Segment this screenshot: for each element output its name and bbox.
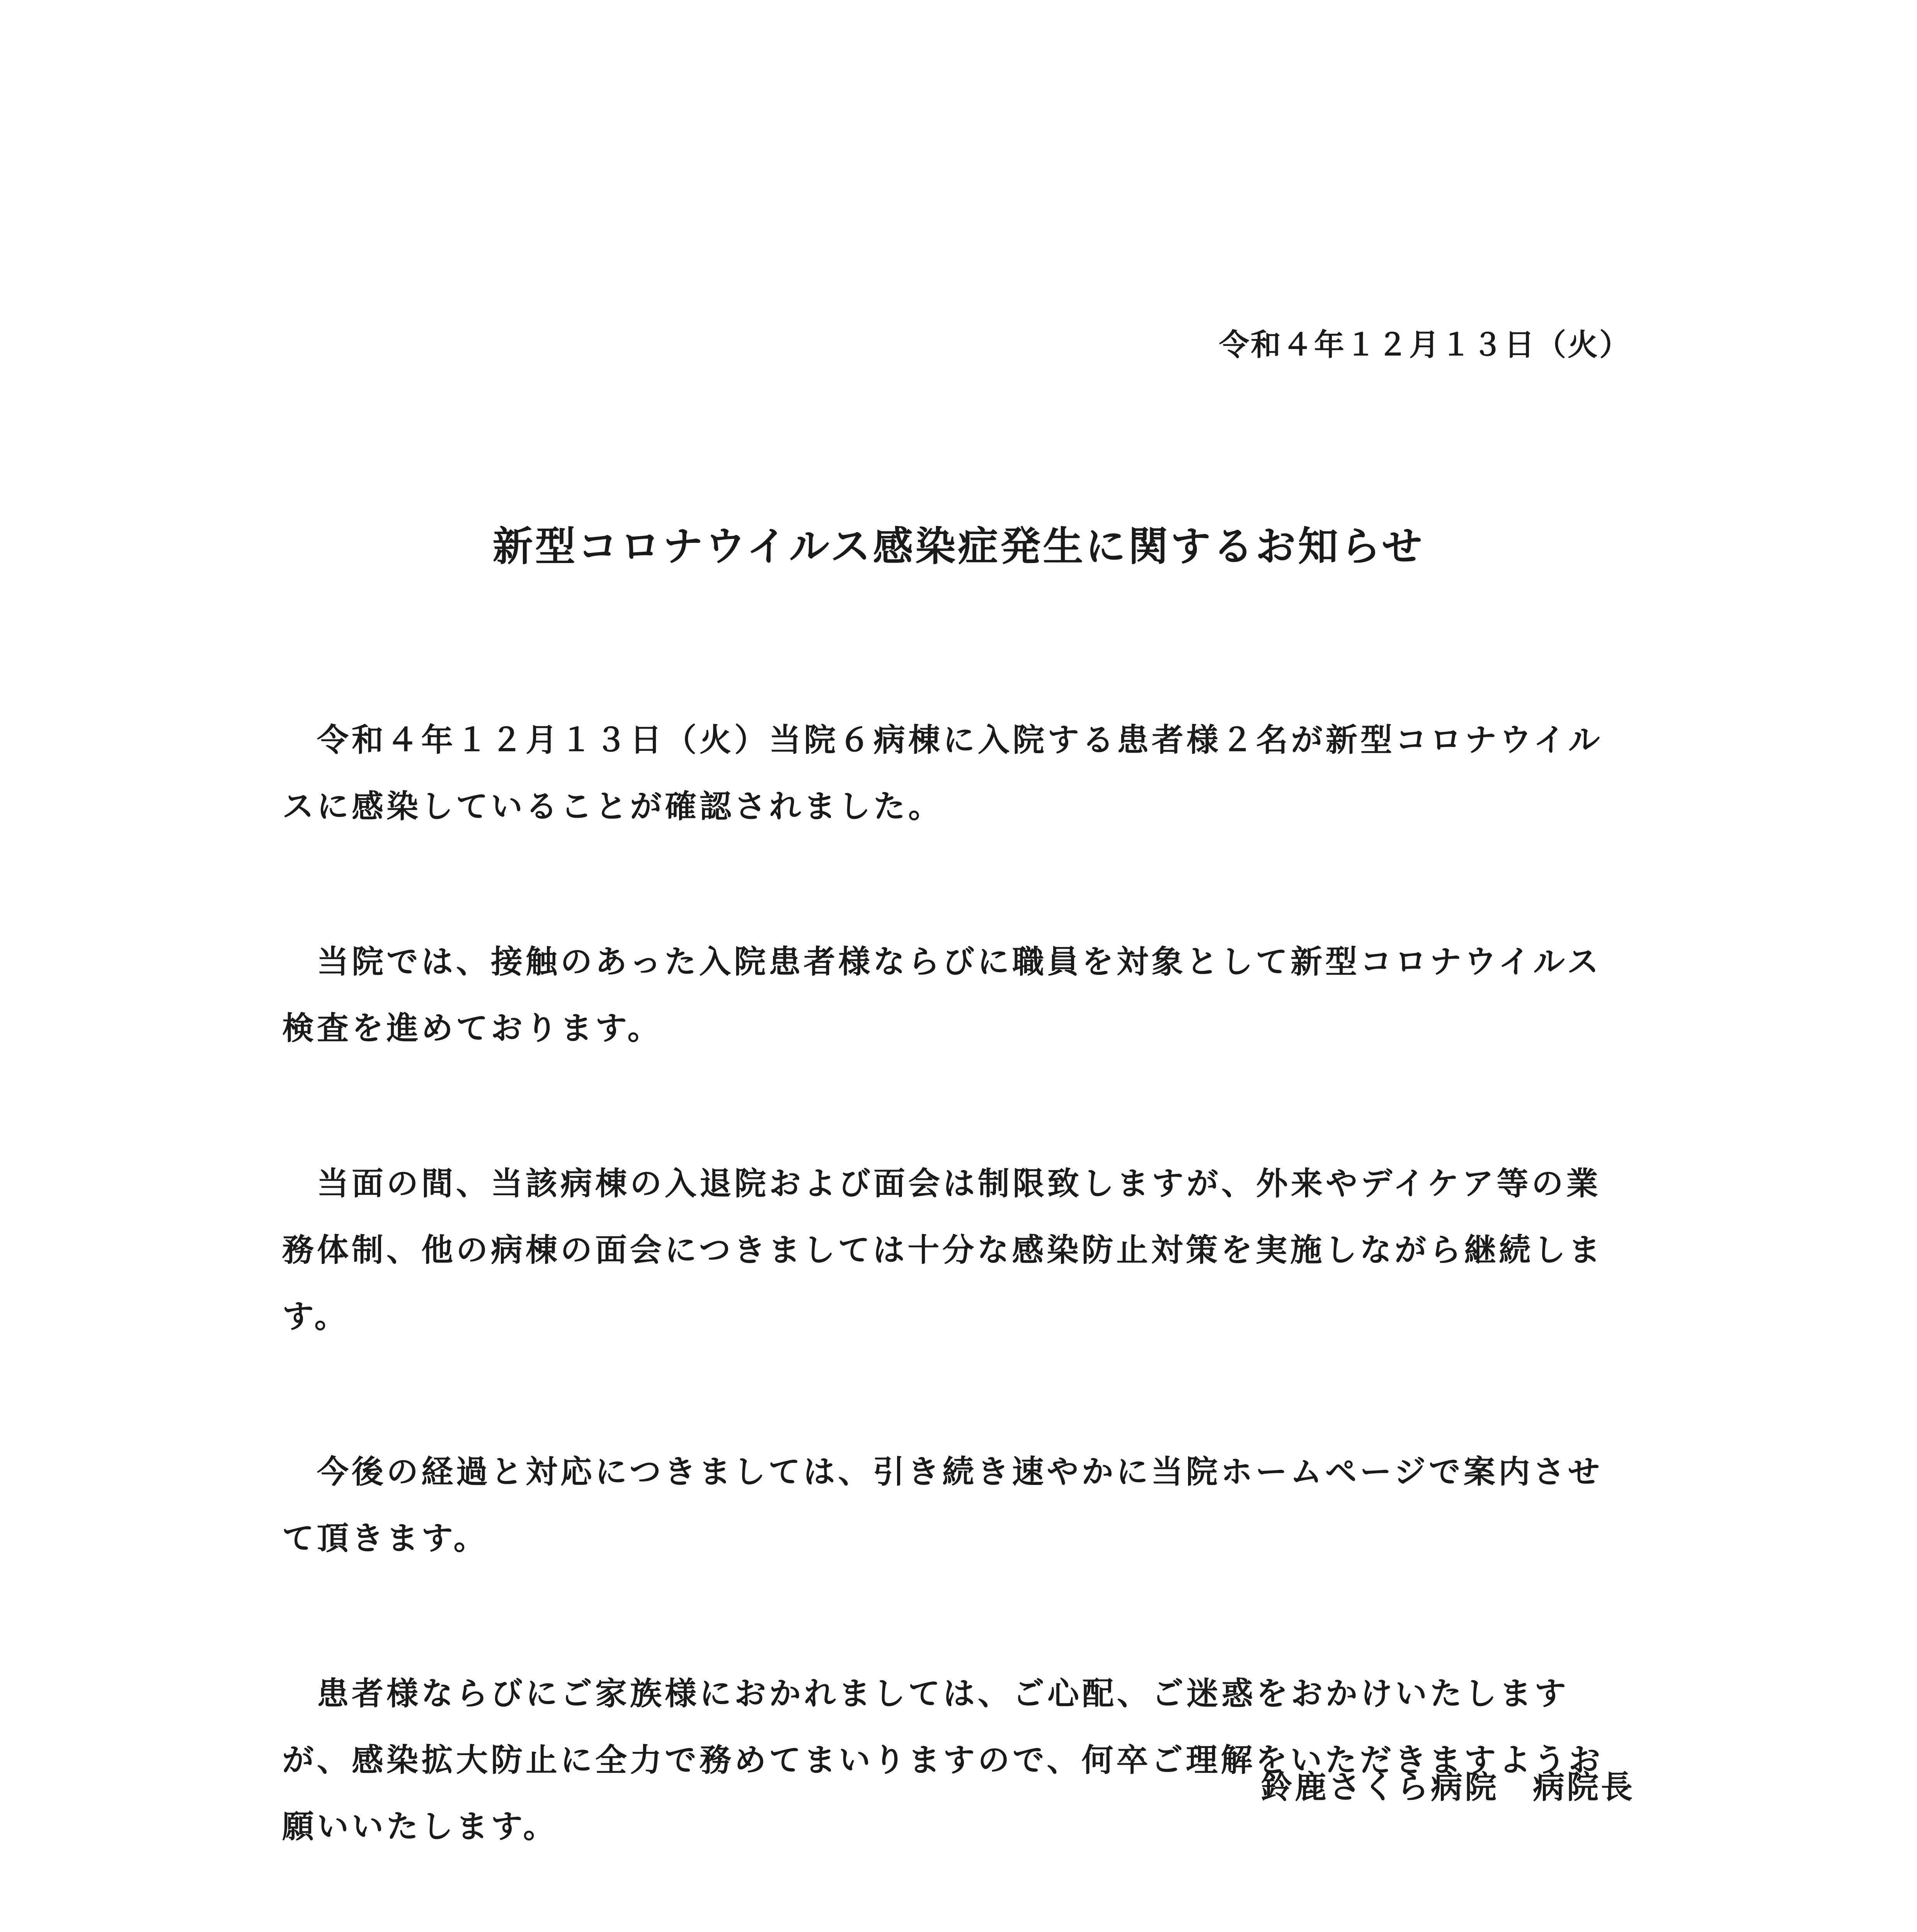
notice-date: 令和４年１２月１３日（火） bbox=[1219, 328, 1631, 362]
notice-body bbox=[282, 707, 1623, 1932]
page-title: 新型コロナウイルス感染症発生に関するお知らせ bbox=[492, 523, 1425, 570]
paragraph-apology: 患者様ならびにご家族様におかれましては、ご心配、ご迷惑をおかけいたしますが、感染拡大防止に全力で務めてまいりますので、何卒ご理解をいただきますようお願いいたします。 bbox=[282, 1675, 1604, 1845]
paragraph-infection-confirmed: 令和４年１２月１３日（火）当院６病棟に入院する患者様２名が新型コロナウイルスに感染していることが確認されました。 bbox=[282, 722, 1603, 825]
paragraph-updates: 今後の経過と対応につきましては、引き続き速やかに当院ホームページで案内させて頂きます。 bbox=[282, 1454, 1603, 1557]
paragraph-testing: 当院では、接触のあった入院患者様ならびに職員を対象として新型コロナウイルス検査を進めております。 bbox=[282, 944, 1602, 1047]
signature: 鈴鹿さくら病院 病院長 bbox=[1260, 1769, 1635, 1806]
paragraph-restrictions: 当面の間、当該病棟の入退院および面会は制限致しますが、外来やデイケア等の業務体制、他の病棟の面会につきましては十分な感染防止対策を実施しながら継続します。 bbox=[282, 1165, 1604, 1335]
